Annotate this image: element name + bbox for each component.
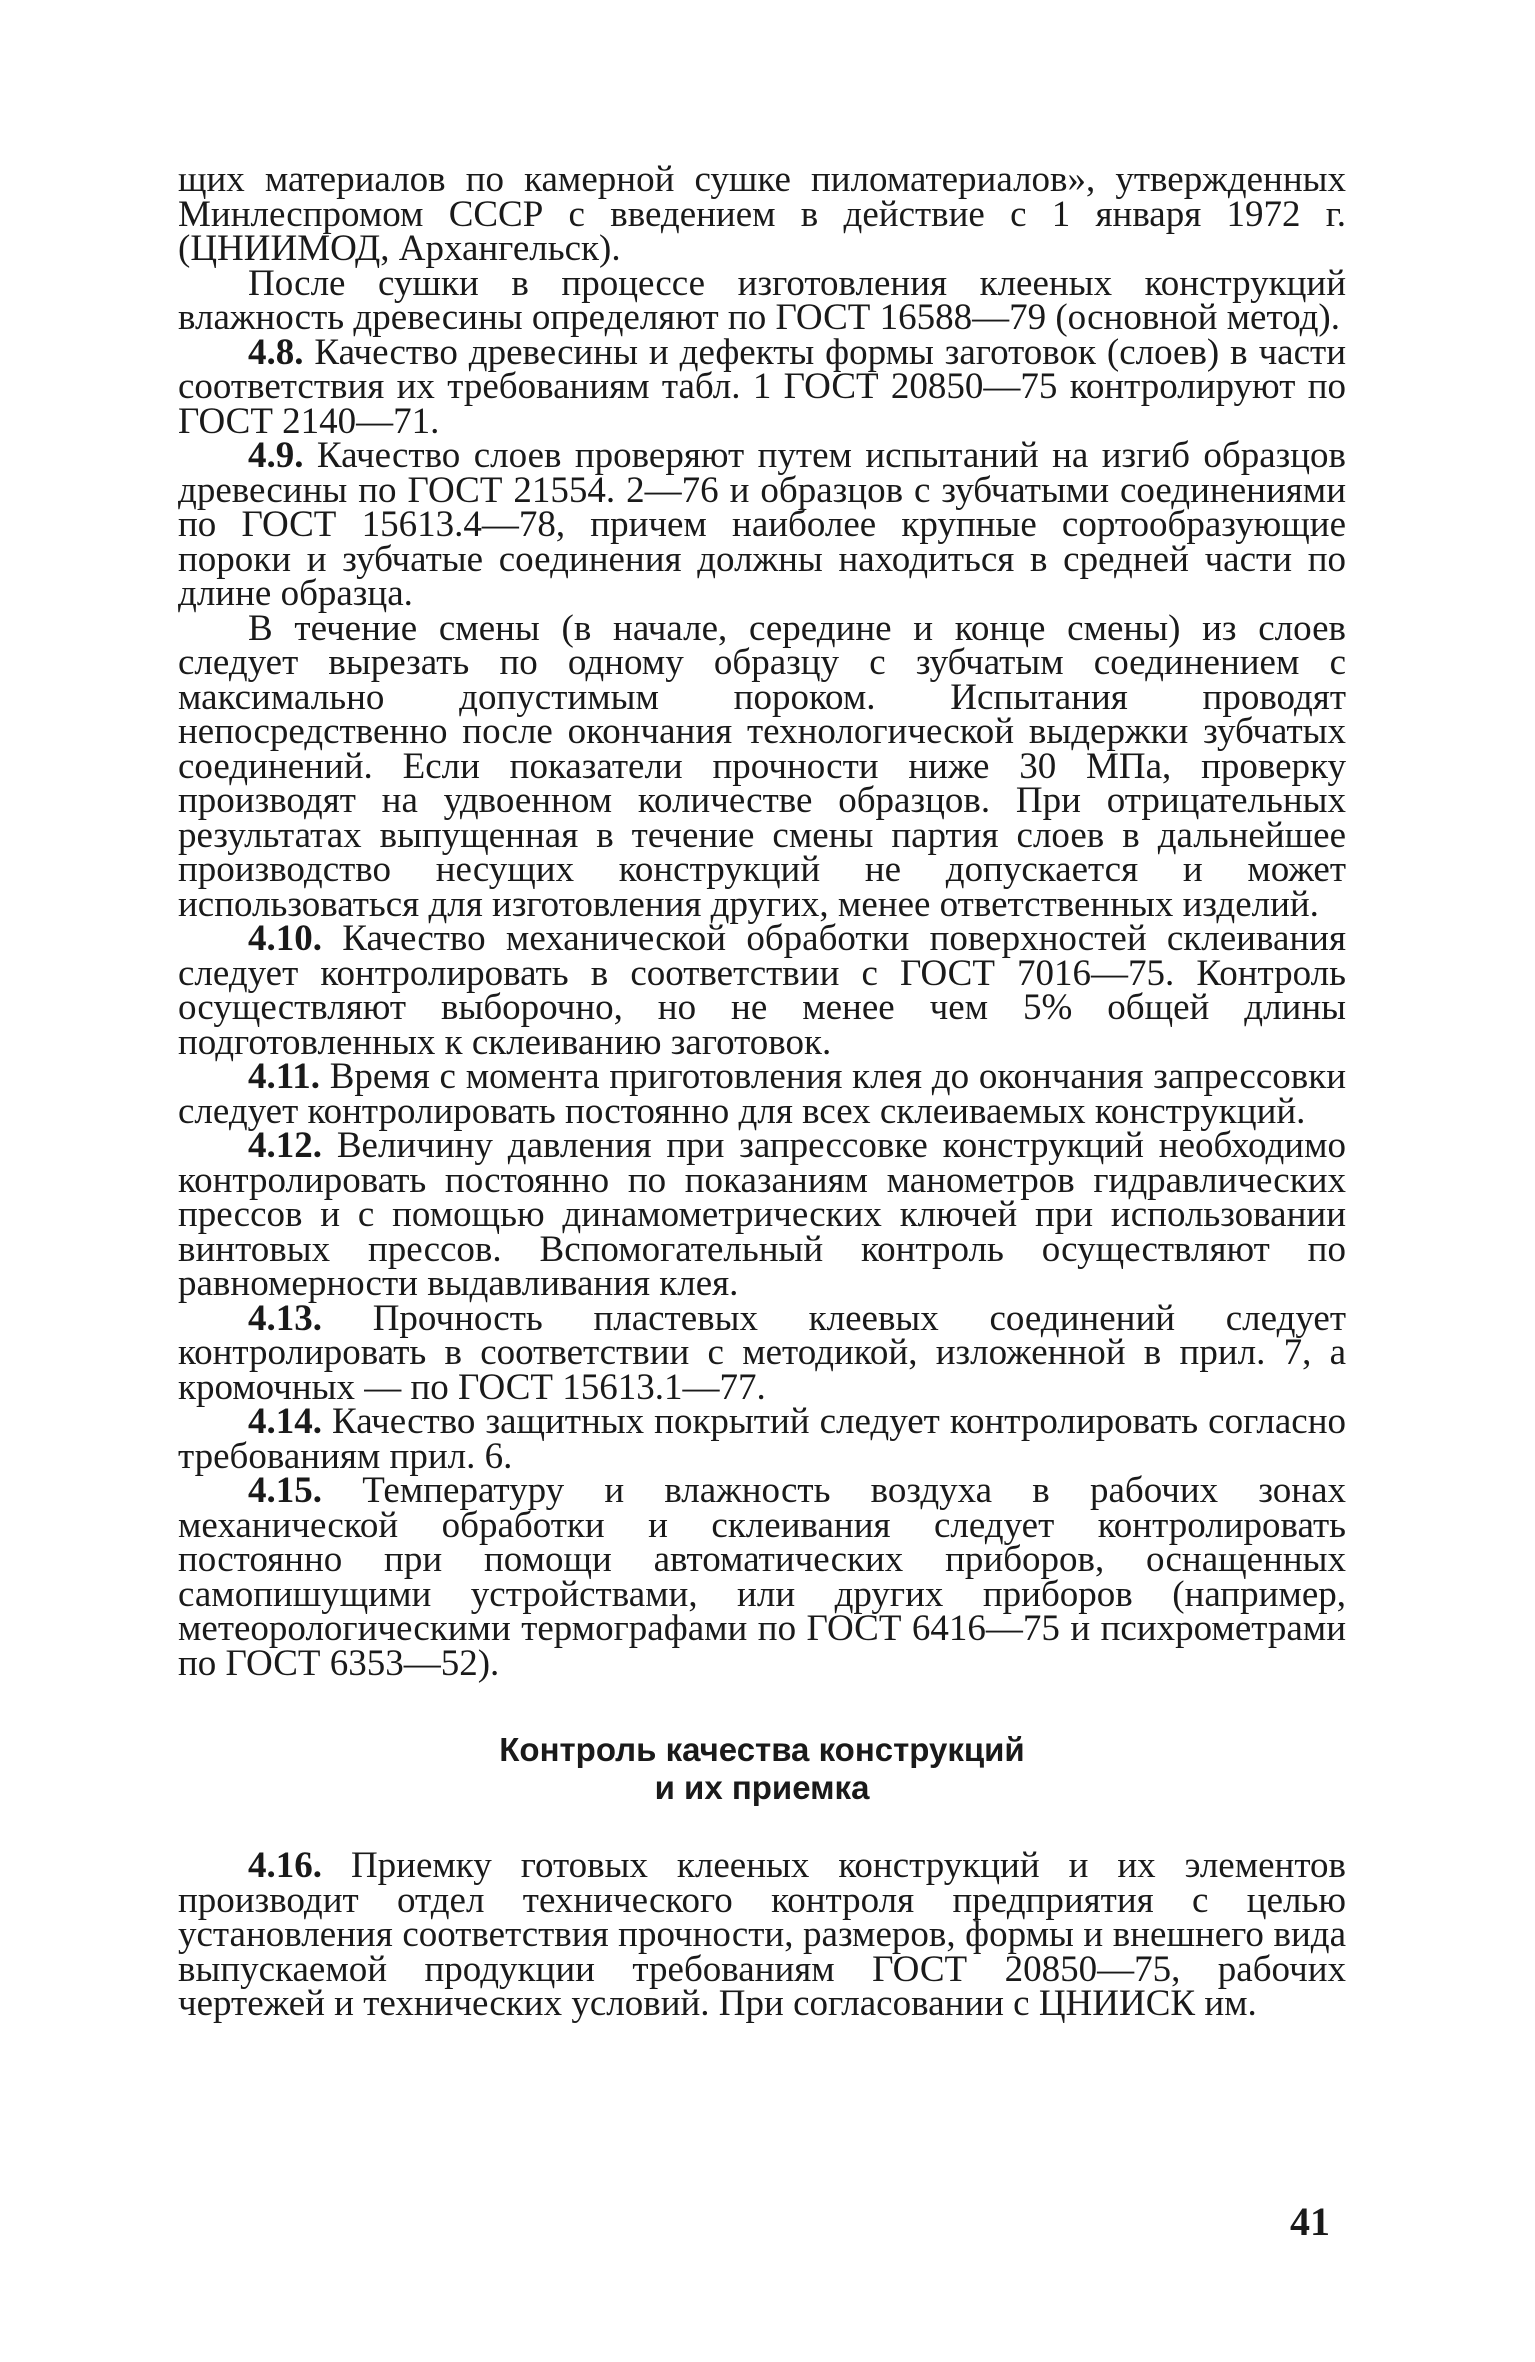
section-heading-line1: Контроль качества конструкций bbox=[499, 1731, 1025, 1768]
paragraph-text: Качество слоев проверяют путем испытаний на изгиб образцов древесины по ГОСТ 21554. 2—76 и образцов с зубчатыми соединениями по ГОСТ 15613.4—78, причем наиболее крупные сортообразующие пороки и зубчатые соединения должны находиться в средней части по длине образца. bbox=[178, 435, 1346, 614]
clause-number: 4.11. bbox=[248, 1056, 320, 1097]
text-block-top bbox=[178, 159, 1346, 1684]
paragraph-text: В течение смены (в начале, середине и конце смены) из слоев следует вырезать по одному образцу с зубчатым соединением с максимально допустимым пороком. Испытания проводят непосредственно после окончания технологической выдержки зубчатых соединений. Если показатели прочности ниже 30 МПа, проверку производят на удвоенном количестве образцов. При отрицательных результатах выпущенная в течение смены партия слоев в дальнейшее производство несущих конструкций не допускается и может использоваться для изготовления других, менее ответственных изделий. bbox=[178, 607, 1346, 925]
clause-number: 4.15. bbox=[248, 1470, 322, 1511]
paragraph-text: Величину давления при запрессовке конструкций необходимо контролировать постоянно по показаниям манометров гидравлических прессов и с помощью динамометрических ключей при использовании винтовых прессов. Вспомогательный контроль осуществляют по равномерности выдавливания клея. bbox=[178, 1125, 1346, 1304]
paragraph-text: После сушки в процессе изготовления клееных конструкций влажность древесины определяют по ГОСТ 16588—79 (основной метод). bbox=[178, 262, 1346, 338]
clause-number: 4.14. bbox=[248, 1401, 322, 1442]
paragraph bbox=[178, 1845, 1346, 2024]
paragraph-text: Температуру и влажность воздуха в рабочих зонах механической обработки и склеивания следует контролировать постоянно при помощи автоматических приборов, оснащенных самопишущими устройствами, или других приборов (например, метеорологическими термографами по ГОСТ 6416—75 и психрометрами по ГОСТ 6353—52). bbox=[178, 1470, 1346, 1684]
clause-number: 4.16. bbox=[248, 1845, 322, 1886]
section-heading-line2: и их приемка bbox=[654, 1769, 870, 1806]
clause-number: 4.13. bbox=[248, 1297, 322, 1339]
paragraph bbox=[178, 435, 1346, 614]
paragraph bbox=[178, 1125, 1346, 1304]
paragraph bbox=[178, 1297, 1346, 1408]
paragraph-text: Качество защитных покрытий следует контролировать согласно требованиям прил. 6. bbox=[178, 1401, 1346, 1477]
paragraph bbox=[178, 1470, 1346, 1684]
paragraph bbox=[178, 262, 1346, 338]
page-body bbox=[178, 159, 1346, 2024]
paragraph bbox=[178, 1401, 1346, 1477]
clause-number: 4.10. bbox=[248, 918, 322, 959]
paragraph-text: Приемку готовых клееных конструкций и их элементов производит отдел технического контроля предприятия с целью установления соответствия прочности, размеров, формы и внешнего вида выпускаемой продукции требованиям ГОСТ 20850—75, рабочих чертежей и технических условий. При согласовании с ЦНИИСК им. bbox=[178, 1845, 1346, 2024]
paragraph-text: Качество механической обработки поверхностей склеивания следует контролировать в соответствии с ГОСТ 7016—75. Контроль осуществляют выборочно, но не менее чем 5% общей длины подготовленных к склеиванию заготовок. bbox=[178, 918, 1346, 1063]
paragraph bbox=[178, 918, 1346, 1063]
clause-number: 4.12. bbox=[248, 1125, 322, 1166]
clause-number: 4.8. bbox=[248, 331, 304, 373]
text-block-bottom bbox=[178, 1845, 1346, 2024]
paragraph bbox=[178, 159, 1346, 269]
clause-number: 4.9. bbox=[248, 435, 304, 476]
paragraph-text: Время с момента приготовления клея до окончания запрессовки следует контролировать постоянно для всех склеиваемых конструкций. bbox=[178, 1056, 1346, 1132]
paragraph-text: Качество древесины и дефекты формы заготовок (слоев) в части соответствия их требованиям табл. 1 ГОСТ 20850—75 контролируют по ГОСТ 2140—71. bbox=[178, 331, 1346, 442]
paragraph bbox=[178, 331, 1346, 442]
section-heading bbox=[178, 1731, 1346, 1807]
paragraph-text: Прочность пластевых клеевых соединений следует контролировать в соответствии с методикой, изложенной в прил. 7, а кромочных — по ГОСТ 15613.1—77. bbox=[178, 1297, 1346, 1408]
paragraph bbox=[178, 607, 1346, 925]
paragraph-text: щих материалов по камерной сушке пиломатериалов», утвержденных Минлеспромом СССР с введением в действие с 1 января 1972 г. (ЦНИИМОД, Архангельск). bbox=[178, 159, 1346, 269]
paragraph bbox=[178, 1056, 1346, 1132]
page-number: 41 bbox=[1290, 2199, 1330, 2244]
